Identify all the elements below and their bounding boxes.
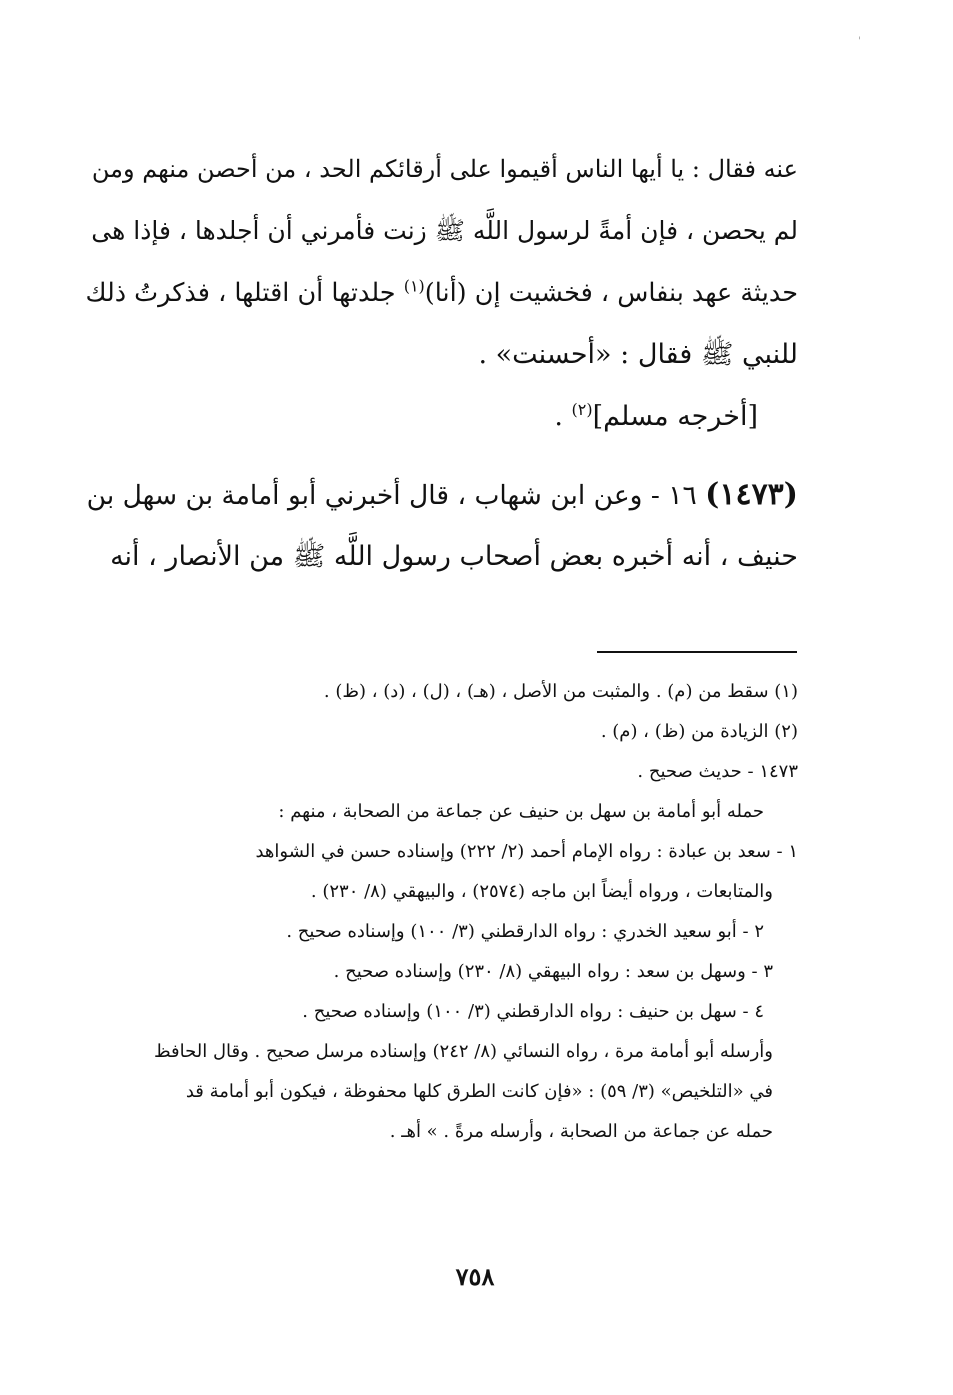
citation-text: [أخرجه مسلم] (592, 401, 758, 432)
footnote-line: ٣ - وسهل بن سعد : رواه البيهقي (٨/ ٢٣٠) وإسناده صحيح . (333, 961, 773, 982)
footnote-marker-1: (١) (403, 276, 425, 296)
footnote-line: وأرسله أبو أمامة مرة ، رواه النسائي (٨/ ٢٤٢) وإسناده مرسل صحيح . وقال الحافظ (153, 1041, 773, 1062)
footnote-marker-2: (٢) (571, 400, 593, 419)
footnote-line: ٢ - أبو سعيد الخدري : رواه الدارقطني (٣/ ١٠٠) وإسناده صحيح . (286, 921, 764, 942)
text-segment: حديثة عهد بنفاس ، فخشيت إن (أنا) (424, 278, 798, 308)
text-line: لم يحصن ، فإن أمةً لرسول اللَّه ﷺ زنت فأمرني أن أجلدها ، فإذا هى (91, 216, 798, 245)
footnote-line: ١٤٧٣ - حديث صحيح . (637, 761, 798, 782)
hadith-block (80, 464, 798, 588)
main-text-block (80, 138, 798, 448)
page-number: ٧٥٨ (455, 1262, 495, 1291)
hadith-number: (١٤٧٣) (705, 477, 798, 512)
text-segment: . (554, 401, 572, 432)
footnote-line: (١) سقط من (م) . والمثبت من الأصل ، (هـ) ، (ل) ، (د) ، (ظ) . (323, 681, 798, 702)
footnote-line: في «التلخيص» (٣/ ٥٩) : «فإن كانت الطرق كلها محفوظة ، فيكون أبو أمامة قد (185, 1081, 773, 1102)
footnote-line: ١ - سعد بن عبادة : رواه الإمام أحمد (٢/ ٢٢٢) وإسناده حسن في الشواهد (255, 841, 798, 862)
text-line: عنه فقال : يا أيها الناس أقيموا على أرقائكم الحد ، من أحصن منهم ومن (91, 155, 798, 183)
text-line: حنيف ، أنه أخبره بعض أصحاب رسول اللَّه ﷺ من الأنصار ، أنه (110, 541, 798, 572)
footnote-line: حمله أبو أمامة بن سهل بن حنيف عن جماعة من الصحابة ، منهم : (278, 801, 764, 822)
text-segment: ١٦ - وعن ابن شهاب ، قال أخبرني أبو أمامة بن سهل بن (86, 480, 706, 511)
text-line (80, 262, 798, 324)
text-segment: جلدتها أن اقتلها ، فذكرتُ ذلك (85, 278, 404, 308)
citation-line (80, 386, 798, 448)
footnote-line: والمتابعات ، ورواه أيضاً ابن ماجه (٢٥٧٤) ، والبيهقي (٨/ ٢٣٠) . (310, 881, 773, 902)
footnotes (80, 672, 798, 1152)
footnote-line: (٢) الزيادة من (ظ) ، (م) . (600, 721, 798, 742)
text-line: للنبي ﷺ فقال : «أحسنت» . (478, 339, 798, 370)
footnote-line: حمله عن جماعة من الصحابة ، وأرسله مرةً . » أهـ . (389, 1121, 773, 1142)
footnote-separator (597, 651, 797, 653)
text-line (80, 464, 798, 526)
footnote-line: ٤ - سهل بن حنيف : رواه الدارقطني (٣/ ١٠٠) وإسناده صحيح . (302, 1001, 764, 1022)
scan-mark: ' (858, 36, 861, 47)
